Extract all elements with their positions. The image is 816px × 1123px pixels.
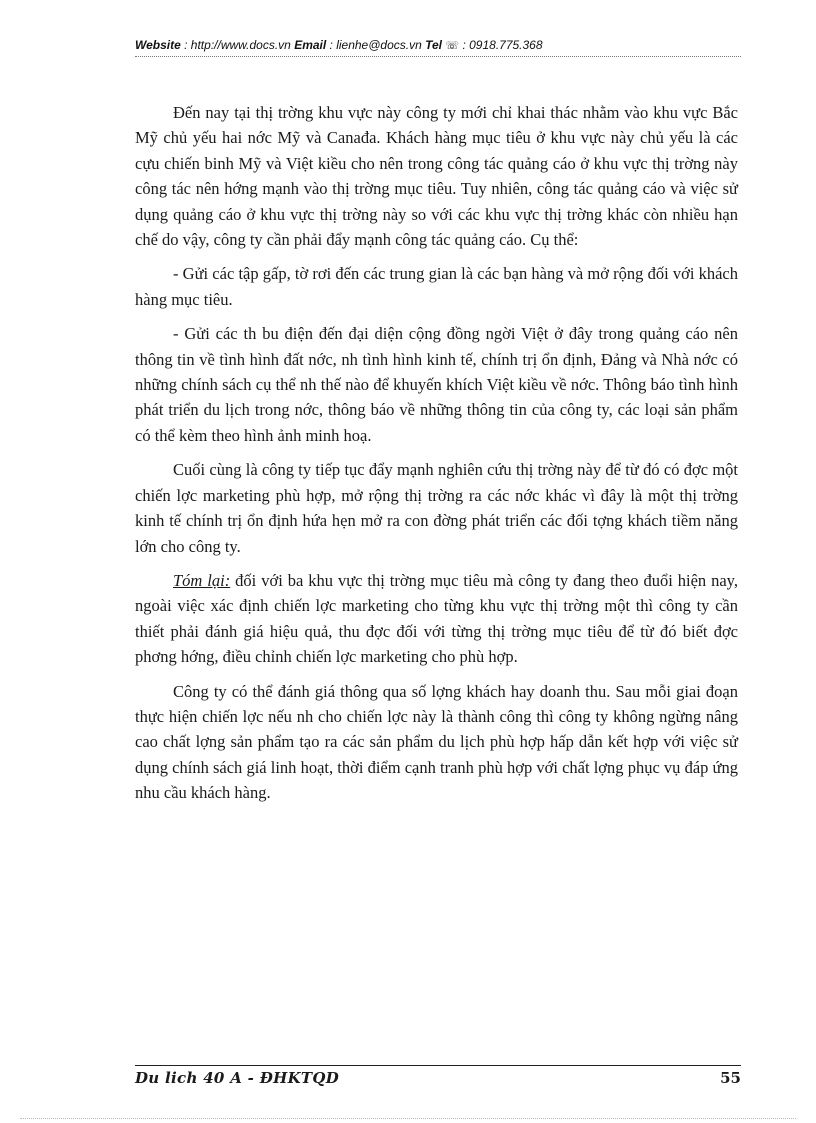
tel-label: Tel — [425, 38, 443, 52]
summary-text: đối với ba khu vực thị trờng mục tiêu mà công ty đang theo đuổi hiện nay, ngoài việc xác định chiến lợc marketing cho từng khu vực thị trờng một thì công ty cần thiết phải đánh giá hiệu quả, thu đợc đối với từng thị trờng mục tiêu để từ đó biết đợc phơng hớng, điều chỉnh chiến lợc marketing cho phù hợp. — [135, 570, 738, 667]
header-divider — [135, 56, 741, 57]
bottom-border — [20, 1118, 796, 1119]
paragraph-3: - Gửi các th bu điện đến đại diện cộng đồng ngời Việt ở đây trong quảng cáo nên thông tin về tình hình đất nớc, nh tình hình kinh tế, chính trị ổn định, Đảng và Nhà nớc có những chính sách cụ thể nh thế nào để khuyến khích Việt kiều về nớc. Thông báo tình hình phát triển du lịch trong nớc, thông báo về những thông tin của công ty, các loại sản phẩm có thể kèm theo hình ảnh minh hoạ. — [135, 324, 738, 445]
email-value: : lienhe@docs.vn — [326, 38, 426, 52]
website-label: Website — [135, 38, 181, 52]
paragraph-1: Đến nay tại thị trờng khu vực này công ty mới chỉ khai thác nhằm vào khu vực Bắc Mỹ chủ yếu hai nớc Mỹ và Canađa. Khách hàng mục tiêu ở khu vực này chủ yếu là các cựu chiến binh Mỹ và Việt kiều cho nên trong công tác quảng cáo ở khu vực thị trờng này công tác nên hớng mạnh vào thị trờng mục tiêu. Tuy nhiên, công tác quảng cáo và việc sử dụng quảng cáo ở khu vực thị trờng này so với các khu vực thị trờng khác còn nhiều hạn chế do vậy, công ty cần phải đẩy mạnh công tác quảng cáo. Cụ thể: — [135, 103, 738, 250]
paragraph-5 — [135, 568, 738, 670]
summary-lead: Tóm lại: — [173, 570, 231, 590]
document-body — [135, 100, 738, 815]
paragraph-6: Công ty có thể đánh giá thông qua số lợng khách hay doanh thu. Sau mỗi giai đoạn thực hiện chiến lợc nếu nh cho chiến lợc này là thành công thì công ty không ngừng nâng cao chất lợng sản phẩm tạo ra các sản phẩm du lịch phù hợp hấp dẫn kết hợp với việc sử dụng chính sách giá linh hoạt, thời điểm cạnh tranh phù hợp với chất lợng phục vụ đáp ứng nhu cầu khách hàng. — [135, 681, 738, 803]
email-label: Email — [294, 38, 327, 52]
paragraph-2: - Gửi các tập gấp, tờ rơi đến các trung gian là các bạn hàng và mở rộng đối với khách hàng mục tiêu. — [135, 264, 738, 309]
paragraph-4: Cuối cùng là công ty tiếp tục đẩy mạnh nghiên cứu thị trờng này để từ đó có đợc một chiến lợc marketing phù hợp, mở rộng thị trờng ra các nớc khác vì đây là một thị trờng kinh tế chính trị ổn định hứa hẹn mở ra con đờng phát triển các đối tợng khách tiềm năng lớn cho công ty. — [135, 460, 738, 556]
page-number: 55 — [720, 1069, 741, 1087]
phone-icon: ☏ — [445, 40, 460, 52]
page-header — [135, 38, 741, 52]
tel-value: : 0918.775.368 — [459, 38, 543, 52]
footer-divider — [135, 1065, 741, 1066]
website-value: : http://www.docs.vn — [180, 38, 295, 52]
footer-course: Du lich 40 A - ĐHKTQD — [135, 1069, 340, 1087]
